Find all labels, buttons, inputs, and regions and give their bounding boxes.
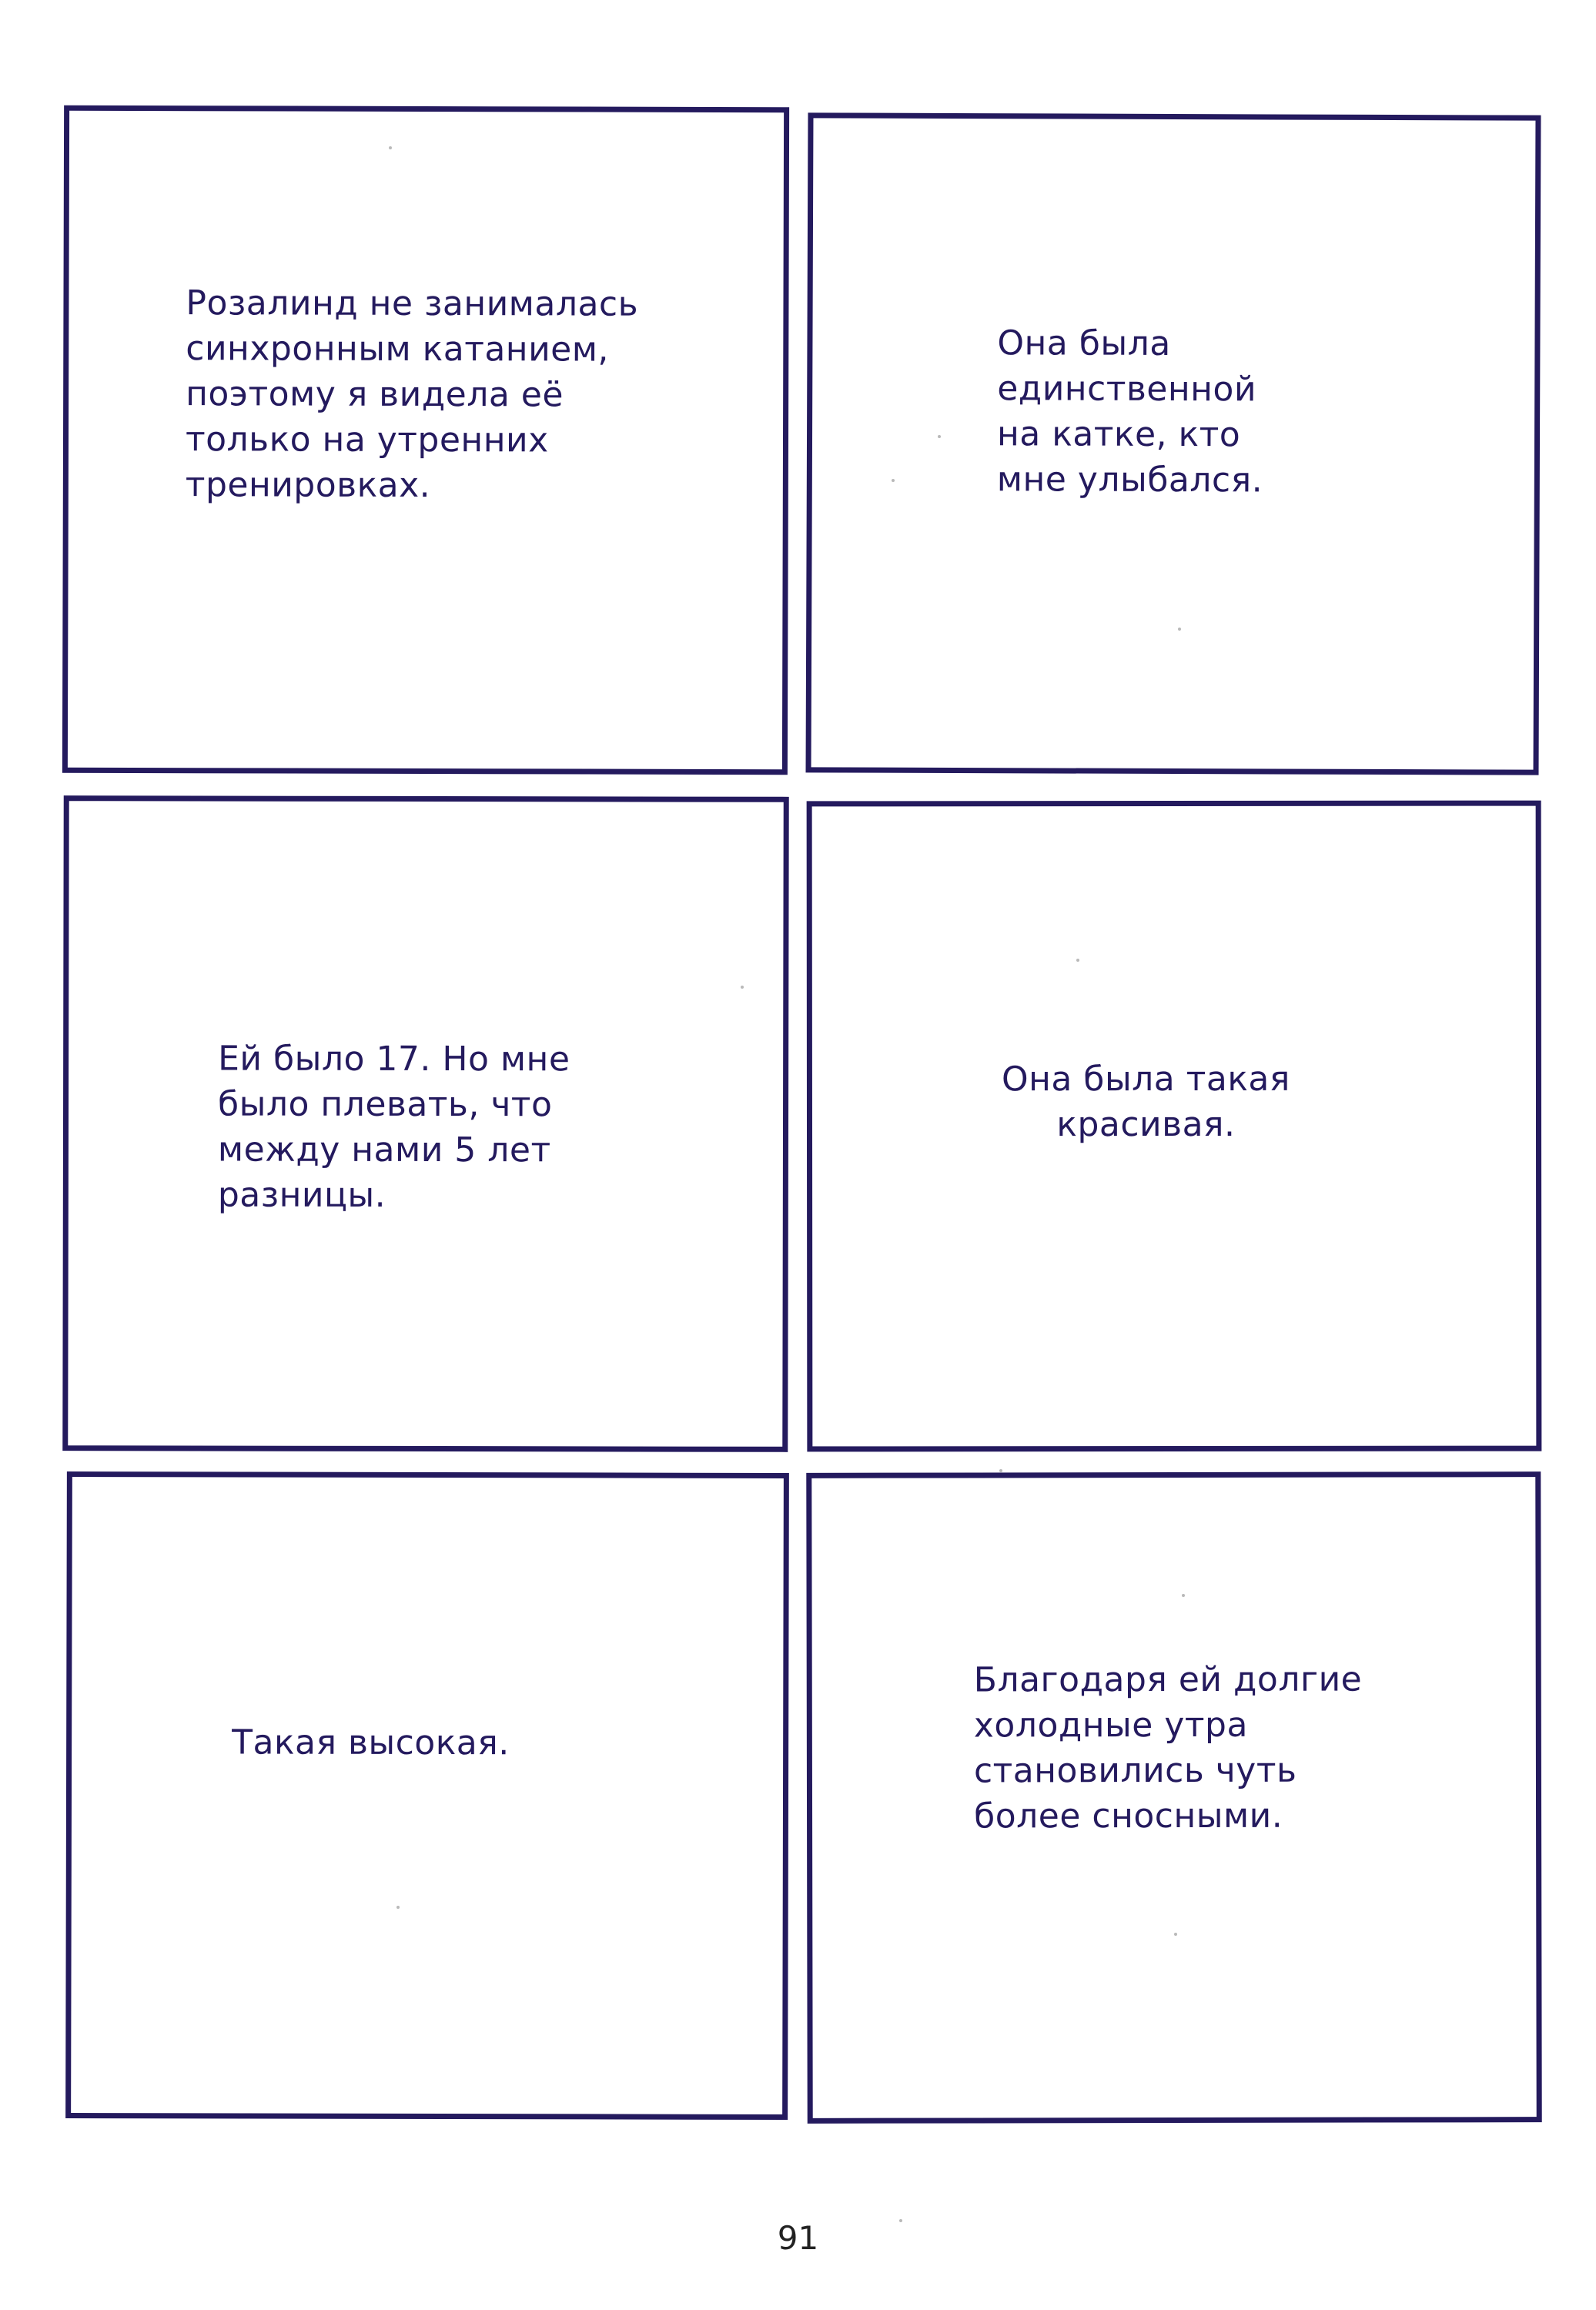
scan-speck (938, 435, 941, 438)
panel-5-caption: Такая высокая. (232, 1722, 510, 1763)
comic-panel-1 (62, 105, 789, 775)
panel-2-caption: Она была единственной на катке, кто мне улыбался. (996, 323, 1263, 500)
scan-speck (999, 1469, 1002, 1472)
scan-speck (1174, 1933, 1177, 1936)
scan-speck (1182, 1594, 1185, 1597)
comic-panel-3 (62, 795, 788, 1452)
panel-3-caption: Ей было 17. Но мне было плевать, что между нами 5 лет разницы. (217, 1039, 570, 1215)
comic-panel-6 (806, 1471, 1541, 2124)
panel-1-caption: Розалинд не занималась синхронным катанием, поэтому я видела её только на утренних тренировках. (185, 283, 639, 506)
comic-panel-2 (806, 112, 1541, 775)
page-number: 91 (777, 2219, 819, 2257)
comic-panel-4 (807, 801, 1542, 1452)
scan-speck (1076, 959, 1079, 962)
comic-panel-5 (65, 1471, 789, 2120)
scan-speck (892, 479, 895, 482)
scan-speck (1178, 628, 1181, 631)
scan-speck (389, 146, 392, 149)
scan-speck (741, 986, 744, 989)
scan-speck (396, 1906, 400, 1909)
panel-6-caption: Благодаря ей долгие холодные утра становились чуть более сносными. (973, 1659, 1363, 1836)
panel-4-caption: Она была такая красивая. (1001, 1059, 1290, 1145)
